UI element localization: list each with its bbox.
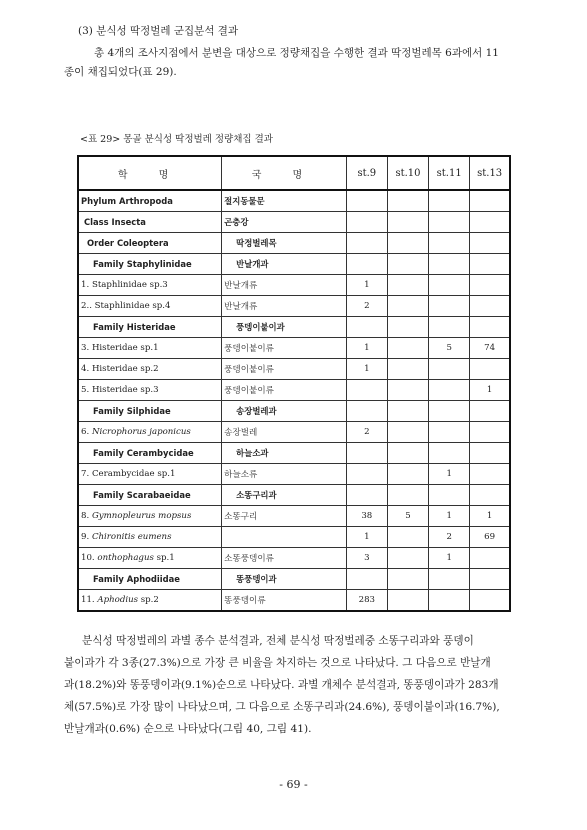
count-cell: 1: [429, 548, 470, 569]
empty-cell: [346, 254, 387, 275]
empty-cell: [470, 401, 510, 422]
summary-line: 분식성 딱정벌레의 과별 종수 분석결과, 전체 분식성 딱정벌레중 소똥구리과와 풍뎅이: [82, 635, 474, 647]
scientific-name-cell: [78, 506, 222, 527]
scientific-name-cell: Family Staphylinidae: [78, 254, 222, 275]
empty-cell: [429, 401, 470, 422]
korean-name: 똥풍뎅이류: [224, 596, 266, 606]
korean-name-cell: [222, 212, 347, 233]
empty-cell: [346, 485, 387, 506]
empty-cell: [470, 317, 510, 338]
empty-cell: [387, 212, 428, 233]
species-name: Nicrophorus japonicus: [91, 427, 191, 437]
count-cell: 1: [470, 506, 510, 527]
korean-name-cell: [222, 506, 347, 527]
species-name: Cerambycidae sp.1: [91, 469, 176, 479]
species-name: Gymnopleurus mopsus: [91, 511, 192, 521]
count-cell: 5: [387, 506, 428, 527]
empty-cell: [387, 317, 428, 338]
species-number: 3.: [81, 343, 90, 353]
count-cell: [470, 296, 510, 317]
species-name: Histeridae sp.2: [91, 364, 159, 374]
summary-line: 반날개과(0.6%) 순으로 나타났다(그림 40, 그림 41).: [64, 723, 312, 735]
count-cell: [387, 422, 428, 443]
species-number: 11.: [81, 595, 95, 605]
header-scientific-name: 학 명: [78, 156, 222, 190]
korean-name-cell: [222, 338, 347, 359]
scientific-name-cell: [78, 527, 222, 548]
header-korean-name: 국 명: [222, 156, 347, 190]
count-cell: [346, 464, 387, 485]
page-number: - 69 -: [279, 778, 308, 791]
table-caption: <표 29> 몽골 분식성 딱정벌레 정량채집 결과: [80, 134, 273, 145]
count-cell: [470, 590, 510, 612]
summary-line: 붙이과가 각 3종(27.3%)으로 가장 큰 비율을 차지하는 것으로 나타났다. 그 다음으로 반날개: [64, 657, 491, 669]
empty-cell: [470, 569, 510, 590]
count-cell: [387, 590, 428, 612]
count-cell: 1: [346, 338, 387, 359]
scientific-name-cell: Order Coleoptera: [78, 233, 222, 254]
species-name: onthophagus: [97, 553, 154, 563]
korean-name-cell: [222, 233, 347, 254]
scientific-name-cell: Family Histeridae: [78, 317, 222, 338]
scientific-name-cell: [78, 548, 222, 569]
species-row: [78, 590, 510, 612]
table-header-row: [78, 156, 510, 190]
korean-name: 하늘소류: [224, 470, 258, 480]
korean-name-cell: [222, 380, 347, 401]
count-cell: 1: [429, 506, 470, 527]
count-cell: [346, 380, 387, 401]
species-number: 6.: [81, 427, 90, 437]
species-number: 4.: [81, 364, 90, 374]
korean-name: 풍뎅이붙이류: [224, 365, 274, 375]
species-suffix: sp.1: [153, 553, 175, 563]
korean-name: 반날개류: [224, 302, 258, 312]
korean-name: 소똥구리과: [236, 490, 277, 500]
taxon-row: [78, 317, 510, 338]
summary-line: 체(57.5%)로 가장 많이 나타났으며, 그 다음으로 소똥구리과(24.6%), 풍뎅이붙이과(16.7%),: [64, 701, 500, 713]
species-row: [78, 380, 510, 401]
empty-cell: [387, 401, 428, 422]
korean-name: 반날개과: [236, 259, 269, 269]
scientific-name-cell: [78, 296, 222, 317]
empty-cell: [429, 485, 470, 506]
species-name: Staphlinidae sp.4: [94, 301, 171, 311]
korean-name-cell: [222, 422, 347, 443]
count-cell: [429, 359, 470, 380]
korean-name-cell: [222, 275, 347, 296]
empty-cell: [387, 485, 428, 506]
beetle-table: [77, 155, 511, 612]
count-cell: 1: [429, 464, 470, 485]
empty-cell: [346, 443, 387, 464]
header-st11: st.11: [429, 156, 470, 190]
korean-name: 송장벌레과: [236, 406, 277, 416]
korean-name-cell: [222, 317, 347, 338]
species-row: [78, 527, 510, 548]
summary-paragraph: [64, 630, 500, 740]
scientific-name-cell: Family Scarabaeidae: [78, 485, 222, 506]
korean-name: 절지동물문: [224, 196, 265, 206]
count-cell: [470, 548, 510, 569]
korean-name: 하늘소과: [236, 448, 269, 458]
empty-cell: [387, 190, 428, 212]
summary-line: 과(18.2%)와 똥풍뎅이과(9.1%)순으로 나타났다. 과별 개체수 분석결과, 똥풍뎅이과가 283개: [64, 679, 499, 691]
species-name: Histeridae sp.3: [91, 385, 159, 395]
empty-cell: [429, 443, 470, 464]
korean-name-cell: [222, 464, 347, 485]
count-cell: [387, 338, 428, 359]
header-st13: st.13: [470, 156, 510, 190]
taxon-row: [78, 401, 510, 422]
header-st9: st.9: [346, 156, 387, 190]
count-cell: 2: [429, 527, 470, 548]
intro-line: 종이 채집되었다(표 29).: [64, 66, 177, 78]
empty-cell: [346, 401, 387, 422]
empty-cell: [470, 233, 510, 254]
scientific-name-cell: [78, 359, 222, 380]
empty-cell: [387, 254, 428, 275]
korean-name: 똥풍뎅이과: [236, 574, 277, 584]
count-cell: [429, 275, 470, 296]
species-number: 10.: [81, 553, 95, 563]
count-cell: 38: [346, 506, 387, 527]
species-number: 8.: [81, 511, 90, 521]
korean-name-cell: [222, 443, 347, 464]
empty-cell: [387, 443, 428, 464]
count-cell: [429, 590, 470, 612]
korean-name: 풍뎅이붙이류: [224, 344, 274, 354]
scientific-name-cell: [78, 338, 222, 359]
count-cell: 3: [346, 548, 387, 569]
scientific-name-cell: [78, 464, 222, 485]
count-cell: 1: [346, 359, 387, 380]
species-name: Aphodius: [97, 595, 139, 605]
count-cell: [429, 422, 470, 443]
korean-name-cell: [222, 296, 347, 317]
species-row: [78, 359, 510, 380]
korean-name-cell: [222, 190, 347, 212]
empty-cell: [429, 569, 470, 590]
species-name: Histeridae sp.1: [91, 343, 159, 353]
count-cell: [387, 464, 428, 485]
scientific-name-cell: [78, 380, 222, 401]
empty-cell: [470, 254, 510, 275]
count-cell: 2: [346, 422, 387, 443]
korean-name-cell: [222, 569, 347, 590]
korean-name-cell: [222, 527, 347, 548]
empty-cell: [429, 233, 470, 254]
empty-cell: [470, 212, 510, 233]
empty-cell: [346, 569, 387, 590]
species-row: [78, 338, 510, 359]
count-cell: 5: [429, 338, 470, 359]
table-body: [78, 190, 510, 611]
count-cell: 74: [470, 338, 510, 359]
species-number: 1.: [81, 280, 90, 290]
count-cell: [470, 422, 510, 443]
taxon-row: [78, 254, 510, 275]
species-row: [78, 275, 510, 296]
empty-cell: [429, 317, 470, 338]
count-cell: [387, 548, 428, 569]
count-cell: 2: [346, 296, 387, 317]
korean-name-cell: [222, 254, 347, 275]
count-cell: [429, 296, 470, 317]
empty-cell: [346, 190, 387, 212]
taxon-row: [78, 212, 510, 233]
species-row: [78, 548, 510, 569]
empty-cell: [429, 254, 470, 275]
korean-name-cell: [222, 590, 347, 612]
section-heading: (3) 분식성 딱정벌레 군집분석 결과: [78, 25, 239, 37]
intro-line: 총 4개의 조사지점에서 분변을 대상으로 정량채집을 수행한 결과 딱정벌레목 6과에서 11: [94, 47, 499, 59]
taxon-row: [78, 569, 510, 590]
korean-name-cell: [222, 485, 347, 506]
scientific-name-cell: Family Aphodiidae: [78, 569, 222, 590]
count-cell: [470, 275, 510, 296]
korean-name-cell: [222, 401, 347, 422]
scientific-name-cell: [78, 590, 222, 612]
korean-name: 송장벌레: [224, 428, 258, 438]
korean-name: 풍뎅이붙이과: [236, 322, 285, 332]
empty-cell: [429, 212, 470, 233]
count-cell: [387, 275, 428, 296]
count-cell: 283: [346, 590, 387, 612]
species-name: Staphlinidae sp.3: [91, 280, 168, 290]
empty-cell: [387, 569, 428, 590]
korean-name-cell: [222, 548, 347, 569]
taxon-row: [78, 485, 510, 506]
korean-name: 딱정벌레목: [236, 238, 277, 248]
count-cell: 1: [346, 275, 387, 296]
scientific-name-cell: Class Insecta: [78, 212, 222, 233]
count-cell: 1: [346, 527, 387, 548]
korean-name: 풍뎅이붙이류: [224, 386, 274, 396]
empty-cell: [470, 190, 510, 212]
species-number: 7.: [81, 469, 90, 479]
species-name: Chironitis eumens: [91, 532, 172, 542]
count-cell: 69: [470, 527, 510, 548]
scientific-name-cell: Family Cerambycidae: [78, 443, 222, 464]
species-row: [78, 506, 510, 527]
taxon-row: [78, 443, 510, 464]
scientific-name-cell: Family Silphidae: [78, 401, 222, 422]
korean-name: 곤충강: [224, 217, 249, 227]
taxon-row: [78, 190, 510, 212]
species-number: 2..: [81, 301, 92, 311]
empty-cell: [346, 212, 387, 233]
species-suffix: sp.2: [138, 595, 159, 605]
empty-cell: [387, 233, 428, 254]
empty-cell: [470, 443, 510, 464]
count-cell: [470, 464, 510, 485]
count-cell: [429, 380, 470, 401]
count-cell: [387, 527, 428, 548]
empty-cell: [429, 190, 470, 212]
empty-cell: [470, 485, 510, 506]
species-row: [78, 296, 510, 317]
count-cell: [387, 359, 428, 380]
empty-cell: [346, 317, 387, 338]
count-cell: [470, 359, 510, 380]
species-number: 5.: [81, 385, 90, 395]
count-cell: 1: [470, 380, 510, 401]
taxon-row: [78, 233, 510, 254]
korean-name: 반날개류: [224, 281, 258, 291]
korean-name: 소똥풍뎅이류: [224, 554, 274, 564]
scientific-name-cell: [78, 422, 222, 443]
scientific-name-cell: Phylum Arthropoda: [78, 190, 222, 212]
korean-name-cell: [222, 359, 347, 380]
species-row: [78, 422, 510, 443]
species-row: [78, 464, 510, 485]
header-st10: st.10: [387, 156, 428, 190]
scientific-name-cell: [78, 275, 222, 296]
species-number: 9.: [81, 532, 90, 542]
count-cell: [387, 380, 428, 401]
empty-cell: [346, 233, 387, 254]
count-cell: [387, 296, 428, 317]
korean-name: 소똥구리: [224, 512, 258, 522]
